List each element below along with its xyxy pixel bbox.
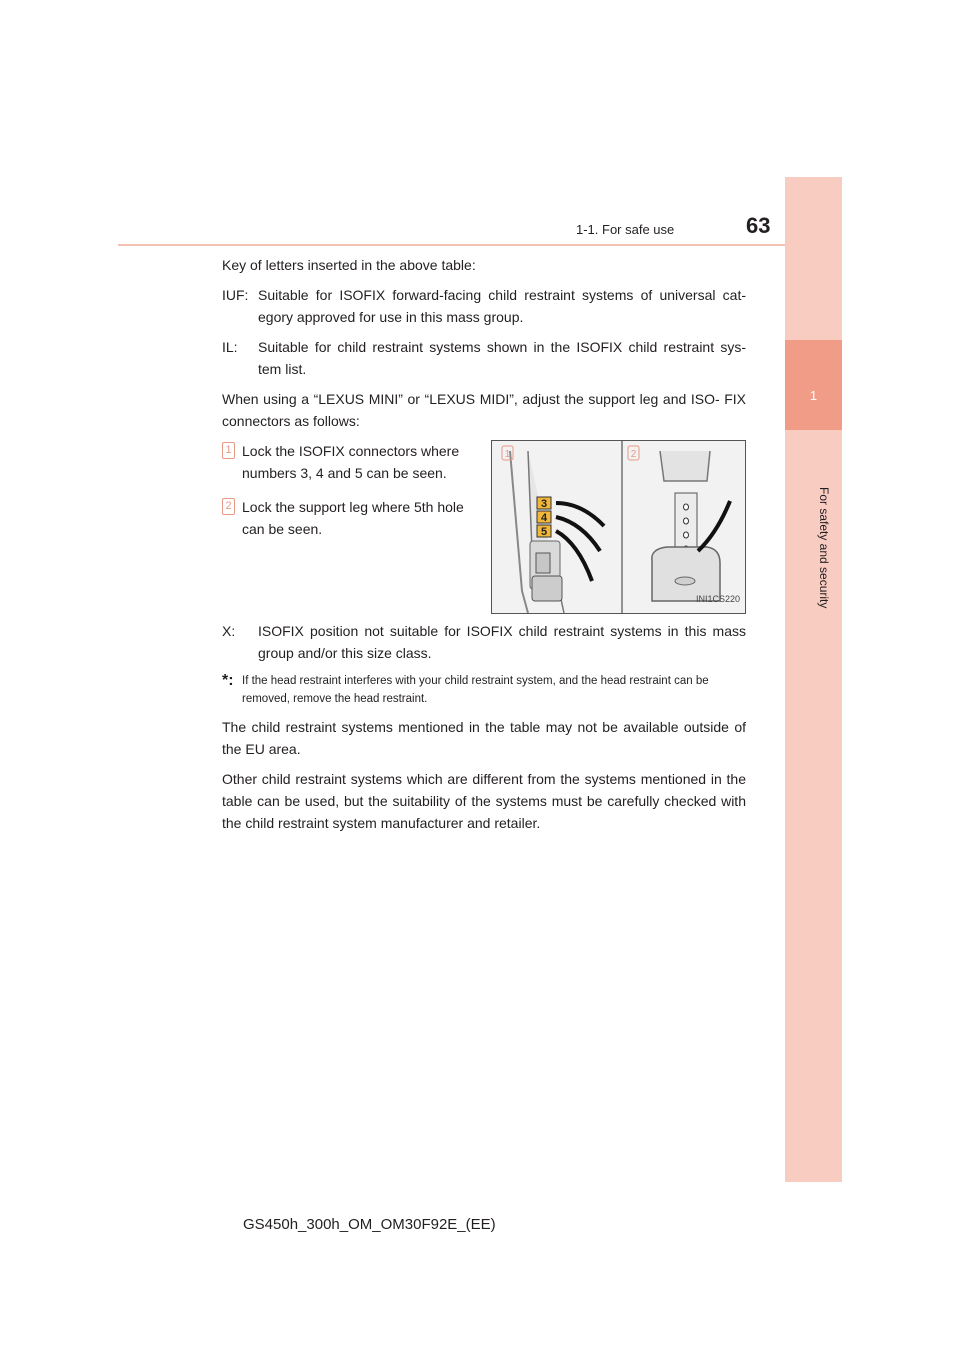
- figure-label-1: 1: [504, 449, 511, 460]
- step-item: [222, 440, 475, 484]
- key-intro: Key of letters inserted in the above table:: [222, 257, 476, 273]
- figure-label-2: 2: [630, 449, 637, 460]
- step-text: Lock the support leg where 5th hole can be seen.: [242, 499, 464, 537]
- header-rule: [118, 244, 840, 246]
- definition-key: X:: [222, 623, 236, 639]
- step-text: Lock the ISOFIX connectors where numbers 3, 4 and 5 can be seen.: [242, 443, 460, 481]
- availability-paragraph: The child restraint systems mentioned in the table may not be available outside of the EU area.: [222, 719, 746, 757]
- step-number: 1: [222, 442, 235, 459]
- chapter-tab[interactable]: [785, 340, 842, 430]
- connector-number: 4: [540, 512, 548, 524]
- document-code: GS450h_300h_OM_OM30F92E_(EE): [243, 1216, 496, 1233]
- definition-key: IL:: [222, 339, 238, 355]
- isofix-illustration: [491, 440, 746, 614]
- definition-key: IUF:: [222, 287, 249, 303]
- section-title: 1-1. For safe use: [576, 222, 675, 237]
- definition-x: [222, 620, 746, 664]
- footnote: [222, 672, 746, 708]
- definition-il: [222, 336, 746, 380]
- side-band: [785, 177, 842, 1182]
- steps-with-figure: [222, 440, 746, 614]
- chapter-number: 1: [809, 388, 818, 403]
- step-number: 2: [222, 498, 235, 515]
- definition-text: Suitable for ISOFIX forward-facing child restraint systems of universal cat- egory approved for use in this mass group.: [258, 287, 746, 325]
- definition-text: ISOFIX position not suitable for ISOFIX child restraint systems in this mass group and/or this size class.: [258, 623, 746, 661]
- step-item: [222, 496, 475, 540]
- suitability-paragraph: Other child restraint systems which are different from the systems mentioned in the table can be used, but the suitability of the systems must be carefully checked with the child restraint system manufacturer and retailer.: [222, 771, 746, 831]
- definition-iuf: [222, 284, 746, 328]
- step-list: [222, 440, 475, 614]
- page-number: 63: [746, 213, 771, 238]
- when-using-paragraph: When using a “LEXUS MINI” or “LEXUS MIDI”, adjust the support leg and ISO- FIX connectors as follows:: [222, 391, 746, 429]
- page-content: [222, 254, 746, 842]
- connector-number: 3: [540, 498, 548, 510]
- footnote-text: If the head restraint interferes with your child restraint system, and the head restraint can be removed, remove the head restraint.: [242, 675, 709, 705]
- connector-number: 5: [540, 526, 548, 538]
- definition-text: Suitable for child restraint systems shown in the ISOFIX child restraint sys- tem list.: [258, 339, 746, 377]
- figure-code: INI1CS220: [695, 594, 740, 604]
- footnote-mark: *:: [222, 672, 234, 689]
- chapter-label: For safety and security: [817, 487, 831, 609]
